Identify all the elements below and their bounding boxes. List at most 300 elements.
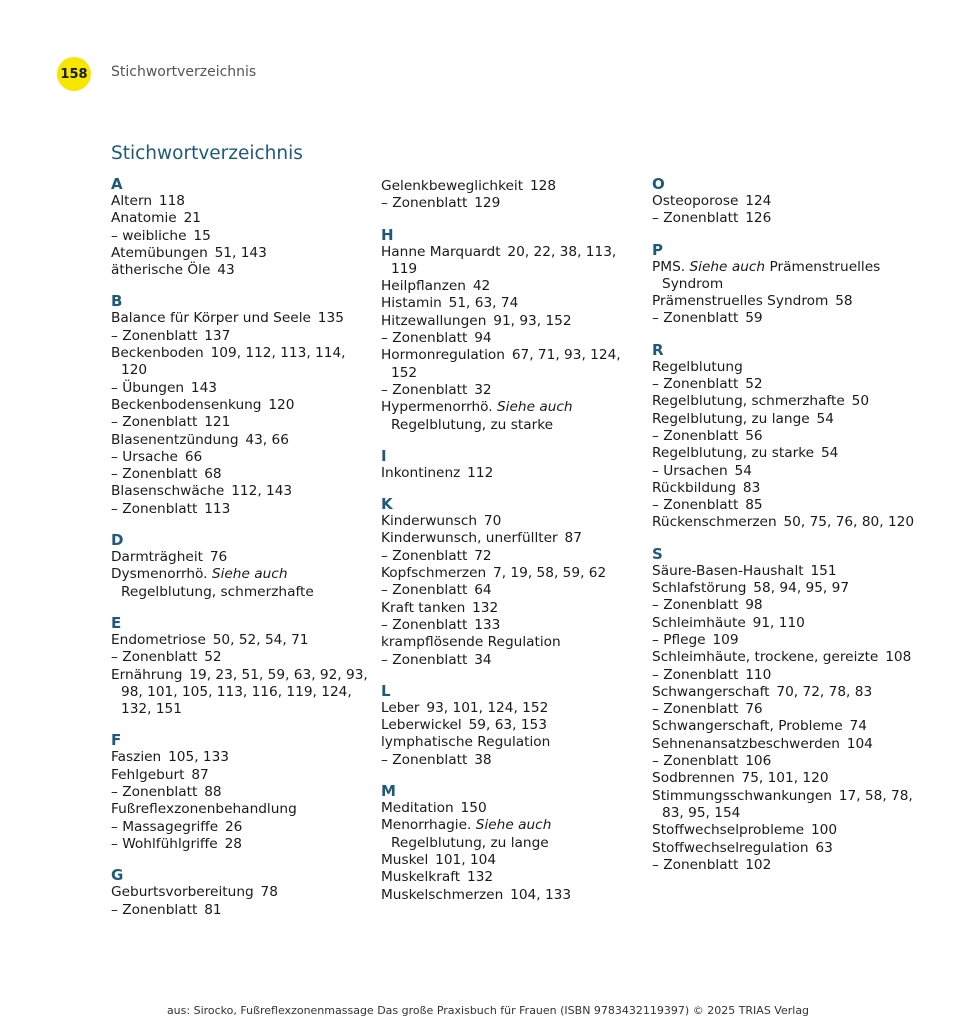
section-letter: D <box>111 531 124 550</box>
entry-pages: 124 <box>745 193 772 209</box>
index-section <box>381 448 643 482</box>
entry-term: Rückenschmerzen <box>652 514 777 531</box>
entry-term: Muskelkraft <box>381 869 461 886</box>
entry-term: Ernährung <box>111 666 183 683</box>
entry-term: Muskelschmerzen <box>381 886 504 903</box>
entry-term: Regelblutung <box>652 358 743 375</box>
entry-term: – Übungen <box>111 379 185 396</box>
index-entry <box>111 310 373 327</box>
entry-pages: 63 <box>815 839 833 856</box>
index-entry <box>111 228 373 245</box>
entry-pages: 70, 72, 78, 83 <box>776 683 873 700</box>
entry-term: Endometriose <box>111 631 206 648</box>
index-entry <box>111 819 373 836</box>
entry-pages: 109, 112, 113, 114, 120 <box>121 345 350 379</box>
index-entry <box>652 480 932 497</box>
entry-term: – Zonenblatt <box>381 582 468 599</box>
entry-term: Sodbrennen <box>652 770 735 787</box>
index-entry <box>381 178 643 195</box>
entry-term: Inkontinenz <box>381 464 461 481</box>
index-entry <box>111 432 373 449</box>
entry-term: – Zonenblatt <box>111 901 198 918</box>
index-entry <box>652 359 932 376</box>
entry-pages: 66 <box>184 448 203 465</box>
entry-term: Muskel <box>381 851 429 868</box>
section-letter: R <box>652 340 664 359</box>
entry-pages: 68 <box>204 466 222 483</box>
entry-pages: 58 <box>835 293 853 310</box>
index-entry <box>652 514 932 531</box>
entry-term: – Pflege <box>652 631 706 648</box>
entry-term: – Zonenblatt <box>381 651 468 668</box>
index-entry <box>381 382 643 399</box>
entry-term: – Zonenblatt <box>381 547 468 564</box>
entry-term: Beckenbodensenkung <box>111 396 262 413</box>
index-column-1 <box>111 176 373 919</box>
see-also-label: Siehe auch <box>496 399 573 416</box>
entry-pages: 94 <box>474 330 492 347</box>
entry-term: Faszien <box>111 749 162 766</box>
index-section <box>111 293 373 518</box>
index-entry <box>652 293 932 310</box>
entry-term: – Zonenblatt <box>111 327 198 344</box>
entry-term: Kinderwunsch, unerfüllter <box>381 530 558 547</box>
index-entry <box>652 718 932 735</box>
entry-pages: 81 <box>204 901 222 918</box>
running-head: Stichwortverzeichnis <box>111 64 257 80</box>
index-entry <box>381 278 643 295</box>
index-section <box>652 546 932 874</box>
index-entry <box>381 548 643 565</box>
section-letter: F <box>111 731 122 750</box>
index-entry <box>652 563 932 580</box>
entry-term: Fehlgeburt <box>111 766 185 783</box>
index-entry <box>111 884 373 901</box>
section-letter: B <box>111 292 123 311</box>
entry-pages: 76 <box>209 549 228 566</box>
index-entry <box>381 869 643 886</box>
entry-pages: 19, 23, 51, 59, 63, 92, 93, 98, 101, 105, 113, 116, 119, 124, 132, 151 <box>121 666 373 718</box>
index-entry <box>381 465 643 482</box>
section-letter: I <box>381 446 387 465</box>
index-entry <box>652 770 932 787</box>
entry-term: Hitzewallungen <box>381 312 487 329</box>
entry-pages: 100 <box>810 822 838 839</box>
entry-pages: 137 <box>204 327 231 344</box>
entry-pages: 112, 143 <box>231 483 293 500</box>
entry-pages: 59, 63, 153 <box>468 717 547 734</box>
entry-pages: 74 <box>849 718 867 735</box>
entry-pages: 51, 63, 74 <box>448 295 519 312</box>
entry-pages: 51, 143 <box>214 244 267 261</box>
entry-pages: 151 <box>810 562 837 579</box>
index-entry <box>111 449 373 466</box>
index-title: Stichwortverzeichnis <box>111 143 303 164</box>
index-section <box>381 783 643 904</box>
entry-term: PMS. <box>652 258 686 275</box>
entry-pages: 118 <box>158 193 185 209</box>
entry-term: – Zonenblatt <box>652 376 739 393</box>
index-entry <box>111 262 373 279</box>
index-section <box>111 732 373 853</box>
index-entry <box>652 632 932 649</box>
entry-pages: 78 <box>260 884 278 901</box>
entry-pages: 126 <box>745 210 772 227</box>
index-column-2 <box>381 176 643 904</box>
index-entry <box>652 684 932 701</box>
index-entry <box>652 259 932 294</box>
see-also-target: Regelblutung, zu lange <box>391 834 549 851</box>
entry-term: Stimmungsschwankungen <box>652 787 832 804</box>
index-entry <box>111 245 373 262</box>
index-entry <box>381 887 643 904</box>
entry-pages: 109 <box>712 631 739 648</box>
entry-term: – Zonenblatt <box>111 414 198 431</box>
section-letter: K <box>381 495 393 514</box>
entry-pages: 50, 75, 76, 80, 120 <box>783 514 915 531</box>
index-entry <box>111 667 373 719</box>
index-entry <box>652 736 932 753</box>
entry-pages: 43, 66 <box>245 431 289 448</box>
entry-term: – Zonenblatt <box>381 616 468 633</box>
index-entry <box>652 411 932 428</box>
entry-term: – Zonenblatt <box>381 751 468 768</box>
entry-pages: 54 <box>816 410 834 427</box>
entry-term: – Zonenblatt <box>652 701 739 718</box>
index-entry <box>381 513 643 530</box>
entry-term: – Zonenblatt <box>652 856 739 873</box>
entry-term: Kraft tanken <box>381 599 466 616</box>
entry-pages: 70 <box>483 513 502 530</box>
entry-term: Säure-Basen-Haushalt <box>652 562 804 579</box>
entry-term: lymphatische Regulation <box>381 734 551 751</box>
index-entry <box>111 345 373 380</box>
index-entry <box>652 597 932 614</box>
index-entry <box>381 734 643 751</box>
index-entry <box>381 600 643 617</box>
index-entry <box>381 752 643 769</box>
entry-term: Balance für Körper und Seele <box>111 310 311 327</box>
entry-pages: 135 <box>317 310 344 327</box>
index-entry <box>381 244 643 279</box>
entry-term: Schwangerschaft <box>652 683 770 700</box>
entry-term: Stoffwechselregulation <box>652 839 809 856</box>
index-entry <box>652 445 932 462</box>
entry-term: – Ursache <box>111 448 178 465</box>
index-entry <box>111 784 373 801</box>
entry-term: – Ursachen <box>652 462 728 479</box>
entry-term: Anatomie <box>111 210 177 227</box>
entry-pages: 15 <box>193 227 211 244</box>
index-section <box>652 342 932 532</box>
entry-term: Blasenentzündung <box>111 431 239 448</box>
index-entry <box>652 393 932 410</box>
entry-pages: 54 <box>820 445 839 462</box>
index-entry <box>381 530 643 547</box>
entry-term: Schlafstörung <box>652 580 747 597</box>
index-entry <box>652 701 932 718</box>
index-entry <box>381 652 643 669</box>
entry-pages: 7, 19, 58, 59, 62 <box>493 565 607 582</box>
entry-term: ätherische Öle <box>111 262 211 279</box>
index-entry <box>652 376 932 393</box>
entry-pages: 32 <box>474 381 492 398</box>
index-entry <box>381 700 643 717</box>
entry-pages: 50 <box>851 393 870 410</box>
index-section <box>111 176 373 279</box>
section-letter: G <box>111 866 124 885</box>
entry-pages: 58, 94, 95, 97 <box>753 580 850 597</box>
index-entry <box>381 617 643 634</box>
section-letter: O <box>652 175 665 193</box>
entry-term: Osteoporose <box>652 193 739 209</box>
entry-term: – weibliche <box>111 227 187 244</box>
index-entry <box>111 801 373 818</box>
index-entry <box>381 800 643 817</box>
entry-term: – Zonenblatt <box>111 466 198 483</box>
index-section <box>381 178 643 213</box>
index-column-3 <box>652 176 932 874</box>
entry-pages: 75, 101, 120 <box>741 770 829 787</box>
entry-term: – Zonenblatt <box>381 330 468 347</box>
page-number: 158 <box>60 66 88 82</box>
index-entry <box>652 310 932 327</box>
entry-term: Schwangerschaft, Probleme <box>652 718 843 735</box>
index-section <box>111 867 373 919</box>
section-letter: L <box>381 681 391 700</box>
entry-term: Stoffwechselprobleme <box>652 822 805 839</box>
index-section <box>381 227 643 434</box>
entry-term: Dysmenorrhö. <box>111 566 208 583</box>
index-entry <box>111 836 373 853</box>
index-section <box>381 496 643 669</box>
footer-credit: aus: Sirocko, Fußreflexzonenmassage Das große Praxisbuch für Frauen (ISBN 9783432119397) © 2025 TRIAS Verlag <box>166 1004 810 1017</box>
entry-pages: 112 <box>467 464 494 481</box>
index-entry <box>652 649 932 666</box>
index-entry <box>111 380 373 397</box>
index-entry <box>652 822 932 839</box>
entry-pages: 132 <box>472 599 499 616</box>
index-entry <box>381 295 643 312</box>
entry-term: Fußreflexzonenbehandlung <box>111 801 297 818</box>
entry-term: Rückbildung <box>652 479 737 496</box>
index-entry <box>111 414 373 431</box>
index-entry <box>652 428 932 445</box>
index-entry <box>652 840 932 857</box>
index-entry <box>652 788 932 823</box>
entry-term: – Zonenblatt <box>652 666 739 683</box>
entry-pages: 26 <box>224 818 243 835</box>
entry-pages: 104 <box>846 735 873 752</box>
entry-pages: 101, 104 <box>435 851 497 868</box>
entry-term: Beckenboden <box>111 345 204 362</box>
entry-term: Regelblutung, schmerzhafte <box>652 393 845 410</box>
index-section <box>111 615 373 718</box>
entry-pages: 43 <box>217 262 235 279</box>
entry-term: – Zonenblatt <box>111 500 198 517</box>
entry-term: Hanne Marquardt <box>381 243 501 260</box>
index-entry <box>111 483 373 500</box>
entry-pages: 83 <box>742 479 761 496</box>
entry-pages: 88 <box>204 784 222 801</box>
entry-term: Blasenschwäche <box>111 483 225 500</box>
index-section <box>381 683 643 769</box>
entry-pages: 42 <box>472 278 491 295</box>
entry-term: Kopfschmerzen <box>381 565 487 582</box>
index-entry <box>111 466 373 483</box>
entry-pages: 104, 133 <box>510 886 572 903</box>
index-section <box>652 176 932 228</box>
entry-pages: 17, 58, 78, 83, 95, 154 <box>662 787 918 821</box>
index-entry <box>652 667 932 684</box>
entry-term: Regelblutung, zu lange <box>652 410 810 427</box>
entry-term: – Zonenblatt <box>381 381 468 398</box>
index-entry <box>381 313 643 330</box>
entry-term: Geburtsvorbereitung <box>111 884 254 901</box>
entry-term: Darmträgheit <box>111 549 203 566</box>
entry-pages: 91, 110 <box>752 614 805 631</box>
entry-term: Heilpflanzen <box>381 278 466 295</box>
index-entry <box>381 817 643 852</box>
entry-term: Hypermenorrhö. <box>381 399 493 416</box>
index-entry <box>111 210 373 227</box>
section-letter: S <box>652 544 663 563</box>
entry-term: Leberwickel <box>381 717 462 734</box>
index-entry <box>111 501 373 518</box>
index-section <box>111 532 373 601</box>
entry-pages: 150 <box>460 800 487 817</box>
index-entry <box>111 397 373 414</box>
index-entry <box>381 852 643 869</box>
entry-pages: 56 <box>745 427 763 444</box>
entry-pages: 52 <box>745 376 763 393</box>
index-entry <box>381 195 643 212</box>
entry-pages: 87 <box>564 530 582 547</box>
see-also-label: Siehe auch <box>211 566 288 583</box>
entry-pages: 54 <box>734 462 752 479</box>
entry-term: – Zonenblatt <box>652 597 739 614</box>
index-entry <box>381 330 643 347</box>
entry-term: – Wohlfühlgriffe <box>111 835 218 852</box>
index-entry <box>652 210 932 227</box>
index-entry <box>111 749 373 766</box>
index-entry <box>652 580 932 597</box>
entry-pages: 105, 133 <box>168 749 230 766</box>
entry-term: Schleimhäute, trockene, gereizte <box>652 649 879 666</box>
entry-pages: 64 <box>474 582 492 599</box>
entry-pages: 67, 71, 93, 124, 152 <box>391 347 626 381</box>
page-number-badge <box>57 57 91 91</box>
entry-pages: 38 <box>474 751 492 768</box>
entry-term: krampflösende Regulation <box>381 634 561 651</box>
entry-pages: 121 <box>204 414 231 431</box>
entry-term: Gelenkbeweglichkeit <box>381 178 524 194</box>
entry-term: Leber <box>381 699 420 716</box>
entry-term: Altern <box>111 193 153 209</box>
entry-pages: 76 <box>745 701 763 718</box>
section-letter: E <box>111 613 122 632</box>
entry-pages: 98 <box>745 597 763 614</box>
section-letter: P <box>652 240 663 259</box>
see-also-target: Regelblutung, schmerzhafte <box>121 583 314 600</box>
entry-pages: 143 <box>190 379 218 396</box>
entry-pages: 20, 22, 38, 113, 119 <box>391 243 621 277</box>
entry-term: – Zonenblatt <box>111 649 198 666</box>
entry-pages: 129 <box>474 195 501 212</box>
index-section <box>652 242 932 328</box>
index-entry <box>652 857 932 874</box>
entry-pages: 28 <box>224 835 242 852</box>
entry-pages: 52 <box>204 649 222 666</box>
entry-pages: 50, 52, 54, 71 <box>212 631 309 648</box>
entry-term: Meditation <box>381 800 454 817</box>
index-entry <box>652 615 932 632</box>
index-entry <box>111 649 373 666</box>
entry-pages: 59 <box>745 310 763 327</box>
see-also-label: Siehe auch <box>475 817 552 834</box>
entry-pages: 113 <box>204 500 231 517</box>
section-letter: H <box>381 225 394 244</box>
entry-term: Schleimhäute <box>652 614 746 631</box>
index-entry <box>111 193 373 210</box>
entry-term: – Zonenblatt <box>652 210 739 227</box>
entry-pages: 132 <box>467 869 494 886</box>
entry-term: – Zonenblatt <box>381 195 468 212</box>
entry-term: Sehnenansatzbeschwerden <box>652 735 840 752</box>
entry-pages: 93, 101, 124, 152 <box>426 699 549 716</box>
entry-term: – Zonenblatt <box>652 427 739 444</box>
section-letter: M <box>381 782 396 801</box>
see-also-label: Siehe auch <box>689 258 766 275</box>
see-also-target: Prämenstruelles Syndrom <box>662 258 881 292</box>
entry-term: – Zonenblatt <box>652 497 739 514</box>
entry-term: – Zonenblatt <box>652 310 739 327</box>
entry-term: Atemübungen <box>111 244 208 261</box>
entry-pages: 72 <box>474 547 492 564</box>
index-entry <box>381 582 643 599</box>
index-entry <box>652 193 932 210</box>
index-entry <box>111 767 373 784</box>
entry-term: Hormonregulation <box>381 347 505 364</box>
entry-pages: 21 <box>183 210 201 227</box>
index-entry <box>111 328 373 345</box>
entry-term: Regelblutung, zu starke <box>652 445 815 462</box>
index-entry <box>652 463 932 480</box>
index-entry <box>381 717 643 734</box>
entry-term: Menorrhagie. <box>381 817 472 834</box>
entry-pages: 85 <box>745 497 763 514</box>
section-letter: A <box>111 175 123 193</box>
index-entry <box>652 753 932 770</box>
entry-pages: 110 <box>745 666 772 683</box>
entry-term: Histamin <box>381 295 442 312</box>
entry-term: – Zonenblatt <box>111 784 198 801</box>
entry-pages: 133 <box>474 616 501 633</box>
index-entry <box>111 549 373 566</box>
entry-term: – Zonenblatt <box>652 753 739 770</box>
index-entry <box>111 632 373 649</box>
entry-pages: 128 <box>529 178 557 194</box>
entry-pages: 34 <box>474 651 492 668</box>
entry-term: – Massagegriffe <box>111 818 219 835</box>
entry-pages: 91, 93, 152 <box>493 312 572 329</box>
entry-pages: 108 <box>885 649 912 666</box>
entry-term: Prämenstruelles Syndrom <box>652 293 829 310</box>
index-entry <box>111 902 373 919</box>
entry-pages: 120 <box>268 396 295 413</box>
entry-pages: 102 <box>745 856 772 873</box>
index-entry <box>381 347 643 382</box>
